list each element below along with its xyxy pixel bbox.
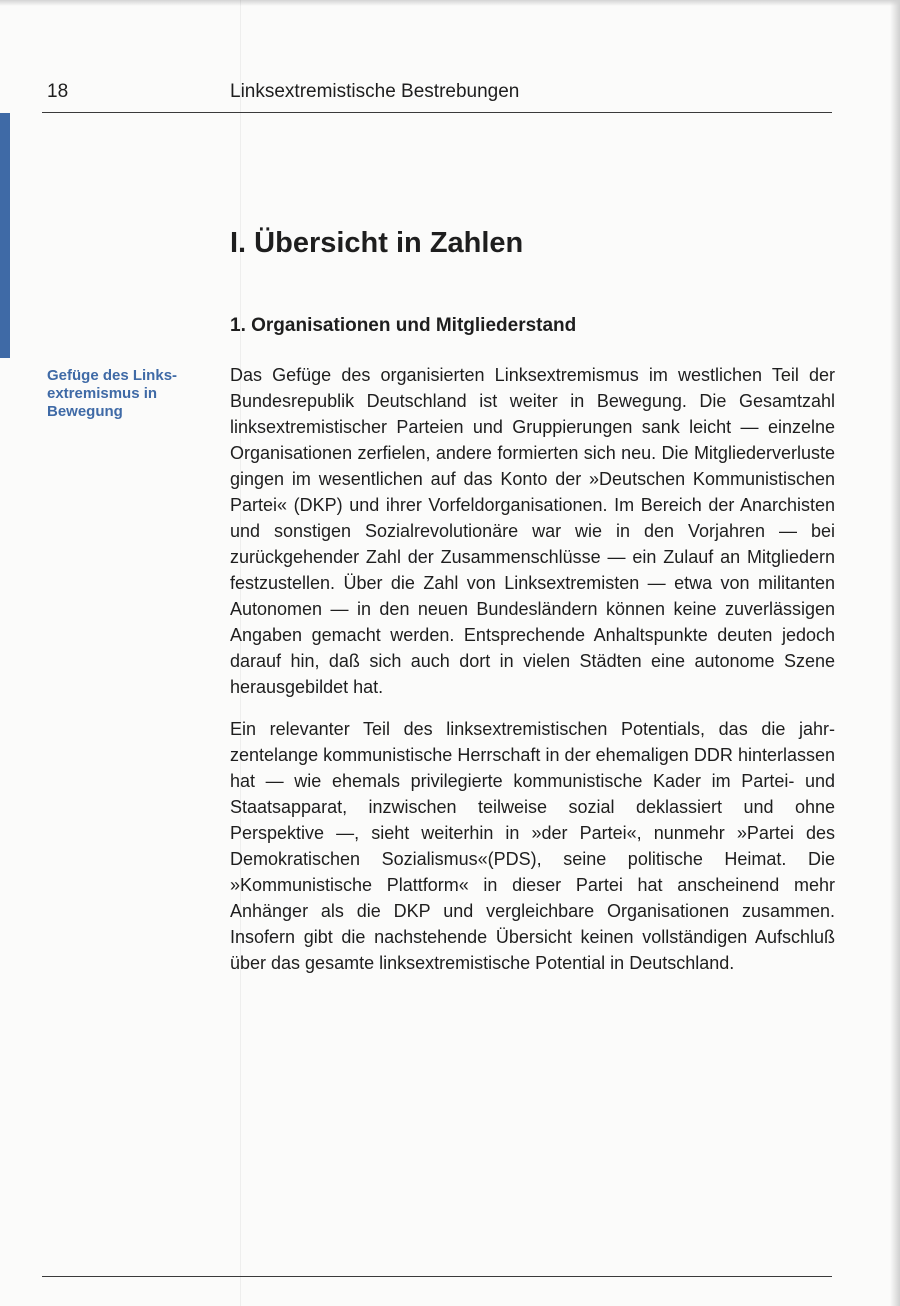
section-title: 1. Organisationen und Mitgliederstand [230,315,577,336]
body-paragraph-1: Das Gefüge des organisierten Linksextremismus im westlichen Teil der Bundesrepublik Deutschland ist weiter in Bewegung. Die Gesamtzahl linksextremistischer Parteien und Gruppierungen sank leicht — einzelne Organisationen zerfielen, andere formierten sich neu. Die Mitgliederverluste gingen im wesentlichen auf das Konto der »Deutschen Kommunistischen Partei« (DKP) und ihrer Vorfeldorganisationen. Im Bereich der Anarchisten und sonstigen Sozialrevolutionäre war wie in den Vorjahren — bei zurückgehender Zahl der Zusammenschlüsse — ein Zulauf an Mitgliedern festzustellen. Über die Zahl von Linksextremisten — etwa von militanten Autonomen — in den neuen Bundesländern können keine zuverlässigen Angaben gemacht werden. Entsprechende Anhaltspunkte deuten jedoch darauf hin, daß sich auch dort in vielen Städten eine autonome Szene herausgebildet hat. [230,365,835,697]
margin-note: Gefüge des Linksextremismus in Bewegung [47,367,178,420]
scan-shadow-top [0,0,900,6]
chapter-title: I. Übersicht in Zahlen [230,227,524,259]
page-number: 18 [47,81,69,102]
footer-rule [42,1276,832,1277]
header-rule [42,112,832,113]
chapter-side-bar [0,113,10,358]
body-paragraph-2: Ein relevanter Teil des linksextremistischen Potentials, das die jahrzentelange kommunistische Herrschaft in der ehemaligen DDR hinterlassen hat — wie ehemals privilegierte kommunistische Kader im Partei- und Staatsapparat, inzwischen teilweise sozial deklassiert und ohne Perspektive —, sieht weiterhin in »der Partei«, nunmehr »Partei des Demokratischen Sozialismus«(PDS), seine politische Heimat. Die »Kommunistische Plattform« in dieser Partei hat anscheinend mehr Anhänger als die DKP und vergleichbare Organisationen zusammen. Insofern gibt die nachstehende Übersicht keinen vollständigen Aufschluß über das gesamte linksextremistische Potential in Deutschland. [230,719,835,973]
scan-shadow-right [890,0,900,1306]
running-header: Linksextremistische Bestrebungen [230,81,520,102]
